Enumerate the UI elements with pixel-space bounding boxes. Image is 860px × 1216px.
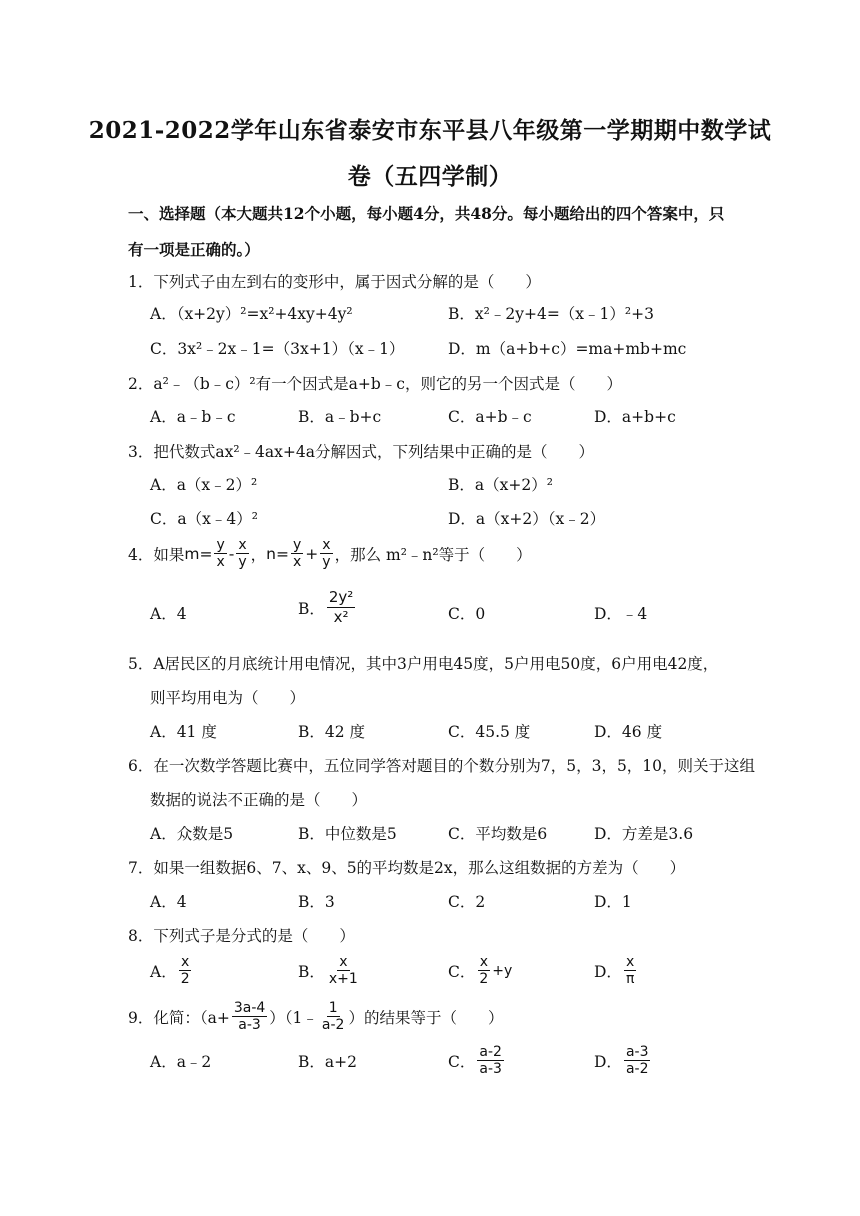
question-9-option-b: B．a+2 [298,1053,357,1071]
question-1-option-b: B．x²﹣2y+4=（x﹣1）²+3 [448,305,654,323]
question-9-options [0,1044,860,1084]
fraction-numerator: a-3 [625,1044,649,1060]
question-9-option-d-fraction [624,1044,651,1077]
option-label: D． [594,1052,622,1071]
fraction-numerator: 1 [328,1000,338,1016]
question-4-separator: ， [250,545,267,564]
option-label: D． [594,962,622,981]
question-4-n-operator: + [305,544,319,563]
question-2-option-d: D．a+b+c [594,408,676,426]
question-4-n-fraction-2 [320,537,332,570]
question-2-options [0,405,860,445]
question-6-option-d: D．方差是3.6 [594,825,694,843]
question-8-option-c-fraction [477,954,490,987]
question-8-option-c-tail: +y [492,962,513,979]
exam-title-line2: 卷（五四学制） [347,163,513,190]
question-6-option-b: B．中位数是5 [298,825,397,843]
fraction-denominator: x² [333,608,349,626]
question-9-stem-suffix: ）的结果等于（ ） [348,1008,504,1027]
question-4-m-fraction-2 [236,537,248,570]
question-9-option-c-fraction [477,1044,504,1077]
question-9-option-a: A．a﹣2 [150,1053,212,1071]
fraction-numerator: x [238,537,247,553]
fraction-numerator: x [479,954,488,970]
fraction-denominator: a-3 [479,1061,502,1077]
question-7-option-a: A．4 [150,893,187,911]
fraction-numerator: y [216,537,225,553]
question-4-m-operator: - [228,544,235,563]
question-8-option-a [150,954,194,987]
question-1-options-row2 [0,337,860,377]
question-4-m-fraction-1 [214,537,226,570]
question-5-option-b: B．42 度 [298,723,366,741]
question-7-option-b: B．3 [298,893,335,911]
question-6-option-c: C．平均数是6 [448,825,548,843]
question-2-stem: 2．a²﹣（b﹣c）²有一个因式是a+b﹣c，则它的另一个因式是（ ） [128,375,622,393]
question-9-stem-prefix: 9．化简：（a+ [128,1008,230,1027]
option-label: C． [448,1052,476,1071]
question-5-option-d: D．46 度 [594,723,663,741]
question-7-option-d: D．1 [594,893,632,911]
question-5-option-a: A．41 度 [150,723,217,741]
fraction-denominator: 2 [479,971,489,987]
question-2-option-c: C．a+b﹣c [448,408,532,426]
question-3-option-a: A．a（x﹣2）² [150,476,258,494]
question-5-stem-line1: 5．A居民区的月底统计用电情况，其中3户用电45度，5户用电50度，6户用电42度， [128,655,719,673]
fraction-denominator: x+1 [328,971,358,987]
fraction-denominator: a-2 [321,1017,345,1033]
section-heading-line2: 有一项是正确的。） [128,240,260,259]
question-8-options [0,954,860,994]
question-8-option-b-fraction [327,954,360,987]
question-6-stem-line2: 数据的说法不正确的是（ ） [150,791,368,809]
fraction-denominator: y [238,554,247,570]
question-4-option-d: D．﹣4 [594,605,648,623]
fraction-denominator: a-3 [238,1017,261,1033]
question-4-stem [128,537,738,570]
question-8-option-d-fraction [624,954,636,987]
question-8-option-c [448,954,512,987]
fraction-denominator: π [625,971,635,987]
question-7-stem: 7．如果一组数据6、7、x、9、5的平均数是2x，那么这组数据的方差为（ ） [128,859,686,877]
question-9-stem [128,1000,738,1033]
option-label: B． [298,962,325,981]
question-3-stem: 3．把代数式ax²﹣4ax+4a分解因式，下列结果中正确的是（ ） [128,443,594,461]
fraction-numerator: y [292,537,302,553]
fraction-numerator: a-2 [479,1044,502,1060]
section-heading-line1: 一、选择题（本大题共12个小题，每小题4分，共48分。每小题给出的四个答案中，只 [128,204,725,223]
question-9-stem-mid: ）（1﹣ [269,1008,318,1027]
fraction-numerator: 2y² [328,588,354,606]
question-9-fraction-1 [232,1000,267,1033]
question-1-option-c: C．3x²﹣2x﹣1=（3x+1）（x﹣1） [150,340,405,358]
question-6-option-a: A．众数是5 [150,825,234,843]
question-4-option-a: A．4 [150,605,187,623]
option-label: A． [150,962,177,981]
fraction-numerator: x [181,954,190,970]
fraction-denominator: x [216,554,225,570]
question-4-n-label: n= [266,544,289,563]
question-4-option-b [298,588,357,627]
fraction-denominator: x [292,554,302,570]
question-3-option-b: B．a（x+2）² [448,476,553,494]
question-4-stem-prefix: 4．如果 [128,545,185,564]
question-1-option-d: D．m（a+b+c）=ma+mb+mc [448,340,687,358]
question-8-option-d [594,954,638,987]
question-4-stem-suffix: ，那么 m²﹣n²等于（ ） [334,545,532,564]
question-4-m-label: m= [184,544,213,563]
question-2-option-b: B．a﹣b+c [298,408,382,426]
question-2-option-a: A．a﹣b﹣c [150,408,236,426]
question-1-options-row1 [0,302,860,342]
question-9-option-c [448,1044,506,1077]
question-8-stem: 8．下列式子是分式的是（ ） [128,927,355,945]
option-label: B． [298,599,325,618]
fraction-denominator: 2 [180,971,190,987]
question-5-stem-line2: 则平均用电为（ ） [150,689,306,707]
fraction-numerator: x [339,954,348,970]
question-4-options [0,590,860,630]
question-1-stem: 1．下列式子由左到右的变形中，属于因式分解的是（ ） [128,273,541,291]
question-1-option-a: A．（x+2y）²=x²+4xy+4y² [150,305,353,323]
question-4-n-fraction-1 [291,537,303,570]
question-9-option-d [594,1044,652,1077]
fraction-denominator: y [322,554,331,570]
fraction-numerator: x [322,537,331,553]
question-7-option-c: C．2 [448,893,486,911]
question-5-option-c: C．45.5 度 [448,723,531,741]
fraction-denominator: a-2 [625,1061,649,1077]
question-3-option-c: C．a（x﹣4）² [150,510,258,528]
question-8-option-b [298,954,362,987]
question-6-stem-line1: 6．在一次数学答题比赛中，五位同学答对题目的个数分别为7，5，3，5，10，则关于这组 [128,757,756,775]
option-label: C． [448,962,476,981]
question-9-fraction-2 [320,1000,347,1033]
fraction-numerator: 3a-4 [233,1000,266,1016]
question-8-option-a-fraction [179,954,192,987]
fraction-numerator: x [626,954,635,970]
question-3-option-d: D．a（x+2）（x﹣2） [448,510,606,528]
question-4-option-b-fraction [327,588,355,627]
question-4-option-c: C．0 [448,605,486,623]
exam-title-line1: 2021-2022学年山东省泰安市东平县八年级第一学期期中数学试 [88,117,772,144]
